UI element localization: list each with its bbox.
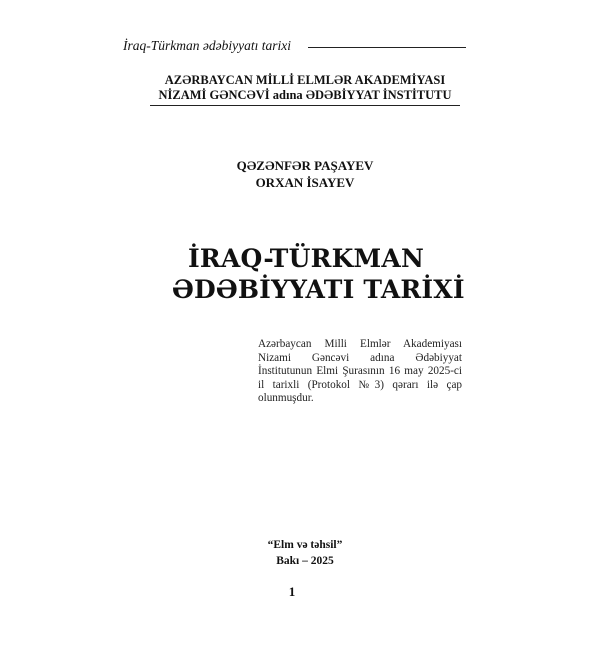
institution-line-2: NİZAMİ GƏNCƏVİ adına ƏDƏBİYYAT İNSTİTUTU: [158, 88, 452, 102]
book-title-line-1: İRAQ-TÜRKMAN: [188, 244, 425, 273]
author-2: ORXAN İSAYEV: [255, 175, 355, 190]
publisher-name: “Elm və təhsil”: [267, 539, 343, 551]
author-1: QƏZƏNFƏR PAŞAYEV: [236, 158, 374, 173]
page-number: 1: [288, 584, 296, 599]
authors-block: [150, 157, 460, 191]
approval-note: Azərbaycan Milli Elmlər Akademiyası Nizami Gəncəvi adına Ədəbiyyat İnstitutunun Elmi Şurasının 16 may 2025-ci il tarixli (Protokol №3) qərarı ilə çap olunmuşdur.: [258, 338, 462, 404]
institution-line-1: AZƏRBAYCAN MİLLİ ELMLƏR AKADEMİYASI: [164, 73, 446, 87]
running-header-title: İraq-Türkman ədəbiyyatı tarixi: [123, 38, 291, 53]
institution-block: [150, 73, 460, 103]
publisher-place-year: Bakı – 2025: [276, 555, 334, 567]
book-title: [140, 243, 470, 305]
book-title-line-2: ƏDƏBİYYATI TARİXİ: [172, 275, 465, 304]
institution-rule: [150, 105, 460, 106]
publisher-block: [200, 537, 410, 569]
header-rule: [308, 47, 466, 48]
